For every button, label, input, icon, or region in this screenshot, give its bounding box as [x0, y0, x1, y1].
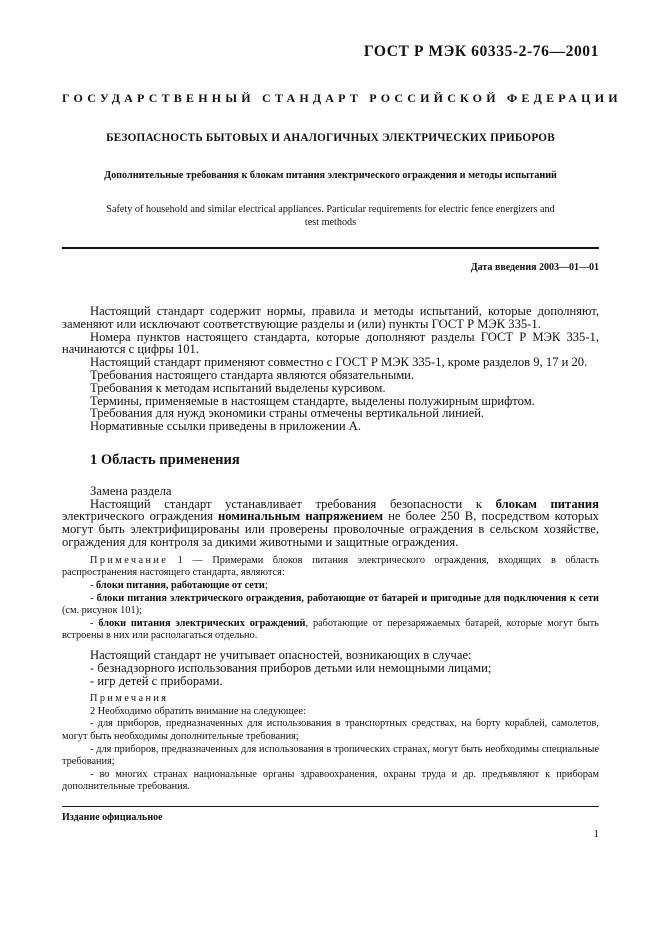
state-standard-heading: ГОСУДАРСТВЕННЫЙ СТАНДАРТ РОССИЙСКОЙ ФЕДЕРАЦИИ — [62, 91, 622, 105]
note-item: - блоки питания электрического ограждения, работающие от батарей и пригодные для подключения к сети (см. рисунок 101); — [62, 592, 599, 617]
note-1: Примечание 1 — Примерами блоков питания электрического ограждения, входящих в область распространения настоящего стандарта, являются: — [62, 554, 599, 579]
document-title: БЕЗОПАСНОСТЬ БЫТОВЫХ И АНАЛОГИЧНЫХ ЭЛЕКТРИЧЕСКИХ ПРИБОРОВ — [106, 132, 555, 144]
note-item: - блоки питания электрических ограждений, работающие от перезаряжаемых батарей, которые могут быть встроены в них или располагаться отдельно. — [62, 617, 599, 642]
notes-2-lead: 2 Необходимо обратить внимание на следующее: — [90, 705, 306, 717]
intro-paragraph: Номера пунктов настоящего стандарта, которые дополняют разделы ГОСТ Р МЭК 335-1, начинаются с цифры 101. — [62, 329, 599, 357]
hazard-item: - безнадзорного использования приборов детьми или немощными лицами; — [90, 660, 492, 675]
introduction-date: Дата введения 2003—01—01 — [470, 262, 599, 273]
intro-paragraph: Термины, применяемые в настоящем стандарте, выделены полужирным шрифтом. — [90, 393, 535, 408]
note-item: - блоки питания, работающие от сети; — [90, 579, 268, 591]
hazards-intro: Настоящий стандарт не учитывает опасностей, возникающих в случае: — [90, 647, 472, 662]
official-edition-label: Издание официальное — [62, 812, 163, 823]
intro-paragraph: Настоящий стандарт содержит нормы, правила и методы испытаний, которые дополняют, заменяют или исключают соответствующие разделы и (или) пункты ГОСТ Р МЭК 335-1. — [62, 304, 599, 331]
intro-paragraph: Настоящий стандарт применяют совместно с ГОСТ Р МЭК 335-1, кроме разделов 9, 17 и 20. — [90, 355, 588, 370]
scope-paragraph: Настоящий стандарт устанавливает требования безопасности к блокам питания электрического ограждения номинальным напряжением не более 250 В, посредством которых могут быть электрифицированы или проверены проволочные ограждения в сельском хозяйстве, ограждения для контроля за дикими животными и защитные ограждения. — [62, 496, 599, 549]
note-item: - для приборов, предназначенных для использования в транспортных средствах, на борту кораблей, самолетов, могут быть необходимы дополнительные требования; — [62, 718, 599, 743]
notes-2-label: Примечания — [90, 693, 169, 705]
hazard-item: - игр детей с приборами. — [90, 673, 223, 688]
document-number: ГОСТ Р МЭК 60335-2-76—2001 — [363, 43, 599, 60]
replace-note: Замена раздела — [90, 483, 172, 498]
header-divider — [62, 247, 599, 249]
section-title: 1 Область применения — [90, 451, 240, 468]
document-body — [62, 305, 599, 794]
intro-paragraph: Требования настоящего стандарта являются обязательными. — [90, 367, 415, 382]
page-number: 1 — [593, 828, 599, 840]
footer-divider — [62, 806, 599, 807]
intro-paragraph: Требования к методам испытаний выделены курсивом. — [90, 380, 386, 395]
intro-paragraph: Нормативные ссылки приведены в приложении А. — [90, 419, 361, 434]
note-item: - для приборов, предназначенных для использования в тропических странах, могут быть необходимы специальные требования; — [62, 743, 599, 768]
note-item: - во многих странах национальные органы здравоохранения, охраны труда и др. предъявляют к приборам дополнительные требования. — [62, 768, 599, 793]
intro-paragraph: Требования для нужд экономики страны отмечены вертикальной линией. — [90, 406, 485, 421]
document-subtitle: Дополнительные требования к блокам питания электрического ограждения и методы испытаний — [104, 170, 557, 181]
document-title-english: Safety of household and similar electrical appliances. Particular requirements for electric fence energizers and test methods — [106, 204, 555, 228]
